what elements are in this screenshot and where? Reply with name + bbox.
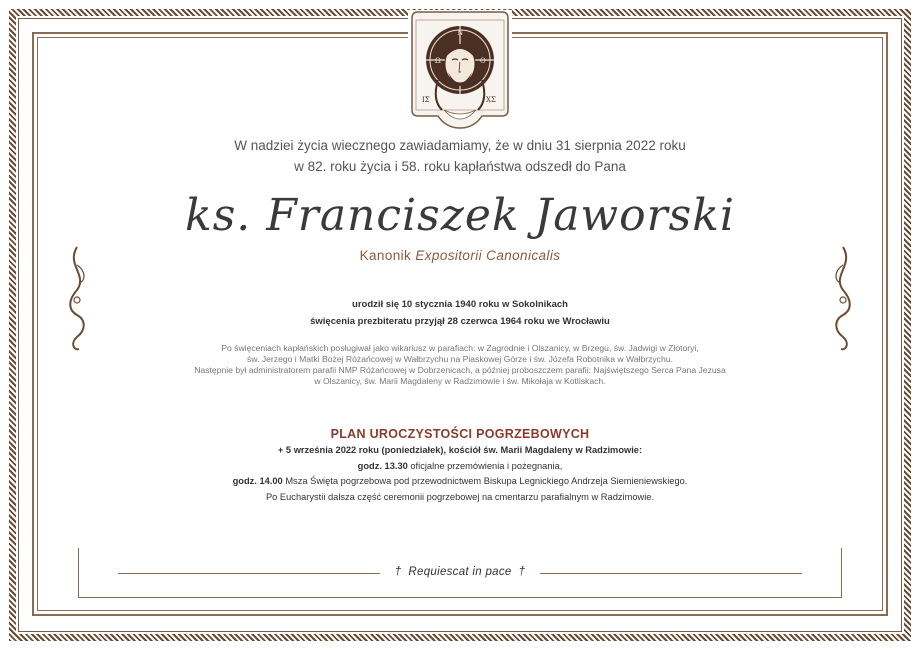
intro-line-2: w 82. roku życia i 58. roku kapłaństwa odszedł do Pana bbox=[294, 159, 626, 174]
svg-text:Ν: Ν bbox=[457, 29, 464, 37]
title-latin: Expositorii Canonicalis bbox=[415, 248, 561, 263]
bio-line: Następnie był administratorem parafii NMP Różańcowej w Dobrzenicach, a później proboszczem parafii: Najświętszego Serca Pana Jezusa bbox=[194, 365, 726, 375]
requiescat-text: Requiescat in pace bbox=[408, 566, 512, 578]
funeral-plan bbox=[0, 443, 920, 505]
svg-text:ΙΣ: ΙΣ bbox=[422, 96, 430, 104]
plan-line-1: + 5 września 2022 roku (poniedziałek), kościół św. Marii Magdaleny w Radzimowie: bbox=[277, 445, 643, 455]
plan-line-3: godz. 14.00 Msza Święta pogrzebowa pod przewodnictwem Biskupa Legnickiego Andrzeja Siemieniewskiego. bbox=[232, 476, 688, 486]
biography bbox=[0, 343, 920, 387]
bio-line: w Olszanicy, św. Marii Magdaleny w Radzimowie i św. Mikołaja w Kotliskach. bbox=[314, 376, 606, 386]
svg-text:ΧΣ: ΧΣ bbox=[486, 96, 496, 104]
svg-text:Ο: Ο bbox=[480, 57, 486, 65]
bio-line: św. Jerzego i Matki Bożej Różańcowej w Wałbrzychu na Piaskowej Górze i św. Józefa Robotnika w Wałbrzychu. bbox=[247, 354, 673, 364]
plan-line-2: godz. 13.30 oficjalne przemówienia i pożegnania, bbox=[357, 460, 563, 471]
intro-line-1: W nadziei życia wiecznego zawiadamiamy, że w dniu 31 sierpnia 2022 roku bbox=[234, 138, 686, 153]
svg-text:Ω: Ω bbox=[435, 57, 441, 65]
christ-icon bbox=[408, 10, 512, 130]
plan-line-4: Po Eucharystii dalsza część ceremonii pogrzebowej na cmentarzu parafialnym w Radzimowie. bbox=[265, 491, 655, 502]
christ-icon-medallion bbox=[408, 10, 512, 130]
cross-icon: † bbox=[518, 566, 526, 578]
ordination-date: święcenia prezbiteratu przyjął 28 czerwca 1964 roku we Wrocławiu bbox=[310, 316, 610, 327]
cross-icon: † bbox=[394, 566, 402, 578]
bio-line: Po święceniach kapłańskich posługiwał jako wikariusz w parafiach: w Zagrodnie i Olszanicy, w Brzegu, św. Jadwigi w Złotoryi, bbox=[221, 343, 699, 353]
funeral-plan-heading: PLAN UROCZYSTOŚCI POGRZEBOWYCH bbox=[330, 427, 590, 441]
deceased-name: ks. Franciszek Jaworski bbox=[185, 190, 735, 241]
requiescat-footer bbox=[0, 566, 920, 578]
canonical-title bbox=[0, 248, 920, 263]
birth-date: urodził się 10 stycznia 1940 roku w Sokolnikach bbox=[352, 299, 568, 310]
title-prefix: Kanonik bbox=[359, 248, 412, 263]
